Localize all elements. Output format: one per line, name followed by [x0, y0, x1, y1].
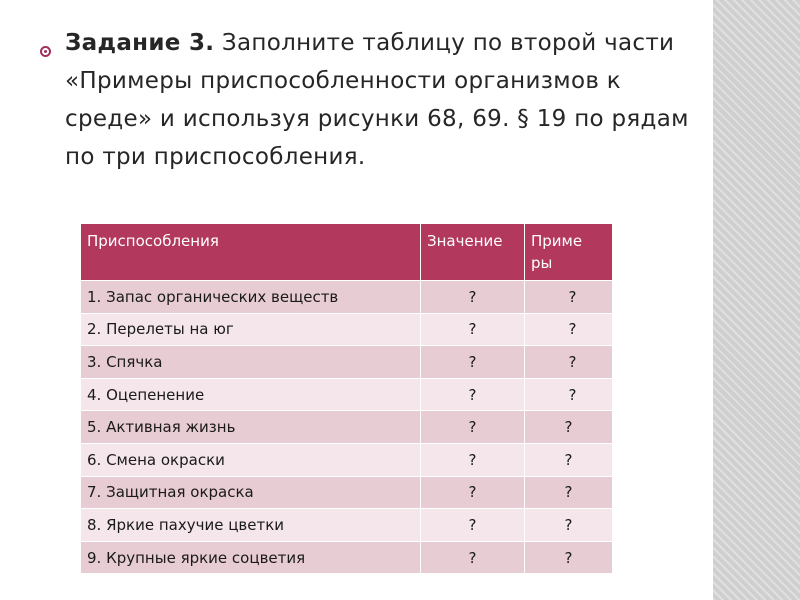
cell-meaning: ?: [421, 411, 525, 444]
header-examples: Приме ры: [525, 224, 613, 281]
cell-examples: ?: [525, 509, 613, 542]
cell-meaning: ?: [421, 281, 525, 314]
header-meaning: Значение: [421, 224, 525, 281]
header-adaptations: Приспособления: [81, 224, 421, 281]
cell-examples: ?: [525, 346, 613, 379]
cell-adaptation: 3. Спячка: [81, 346, 421, 379]
table-row: [81, 313, 613, 346]
cell-adaptation: 1. Запас органических веществ: [81, 281, 421, 314]
table-header-row: [81, 224, 613, 281]
table-row: [81, 476, 613, 509]
adaptations-table: [80, 223, 613, 574]
task-label: Задание 3.: [65, 30, 215, 56]
cell-examples: ?: [525, 476, 613, 509]
table-row: [81, 443, 613, 476]
cell-meaning: ?: [421, 443, 525, 476]
cell-examples: ?: [525, 443, 613, 476]
table-row: [81, 411, 613, 444]
cell-meaning: ?: [421, 313, 525, 346]
table-row: [81, 378, 613, 411]
cell-adaptation: 2. Перелеты на юг: [81, 313, 421, 346]
cell-adaptation: 6. Смена окраски: [81, 443, 421, 476]
bullet-icon: [40, 46, 51, 57]
cell-adaptation: 4. Оцепенение: [81, 378, 421, 411]
cell-examples: ?: [525, 281, 613, 314]
cell-adaptation: 5. Активная жизнь: [81, 411, 421, 444]
cell-adaptation: 9. Крупные яркие соцветия: [81, 541, 421, 574]
cell-examples: ?: [525, 378, 613, 411]
cell-examples: ?: [525, 541, 613, 574]
cell-meaning: ?: [421, 541, 525, 574]
side-pattern-panel: [713, 0, 800, 600]
cell-meaning: ?: [421, 378, 525, 411]
table-row: [81, 509, 613, 542]
table-row: [81, 541, 613, 574]
cell-meaning: ?: [421, 509, 525, 542]
task-text: [65, 24, 705, 176]
task-body: Заполните таблицу по второй части «Примеры приспособленности организмов к среде» и используя рисунки 68, 69. § 19 по рядам по три приспособления.: [65, 30, 689, 170]
cell-adaptation: 8. Яркие пахучие цветки: [81, 509, 421, 542]
cell-adaptation: 7. Защитная окраска: [81, 476, 421, 509]
cell-examples: ?: [525, 313, 613, 346]
table-row: [81, 346, 613, 379]
cell-meaning: ?: [421, 476, 525, 509]
cell-examples: ?: [525, 411, 613, 444]
cell-meaning: ?: [421, 346, 525, 379]
table-row: [81, 281, 613, 314]
